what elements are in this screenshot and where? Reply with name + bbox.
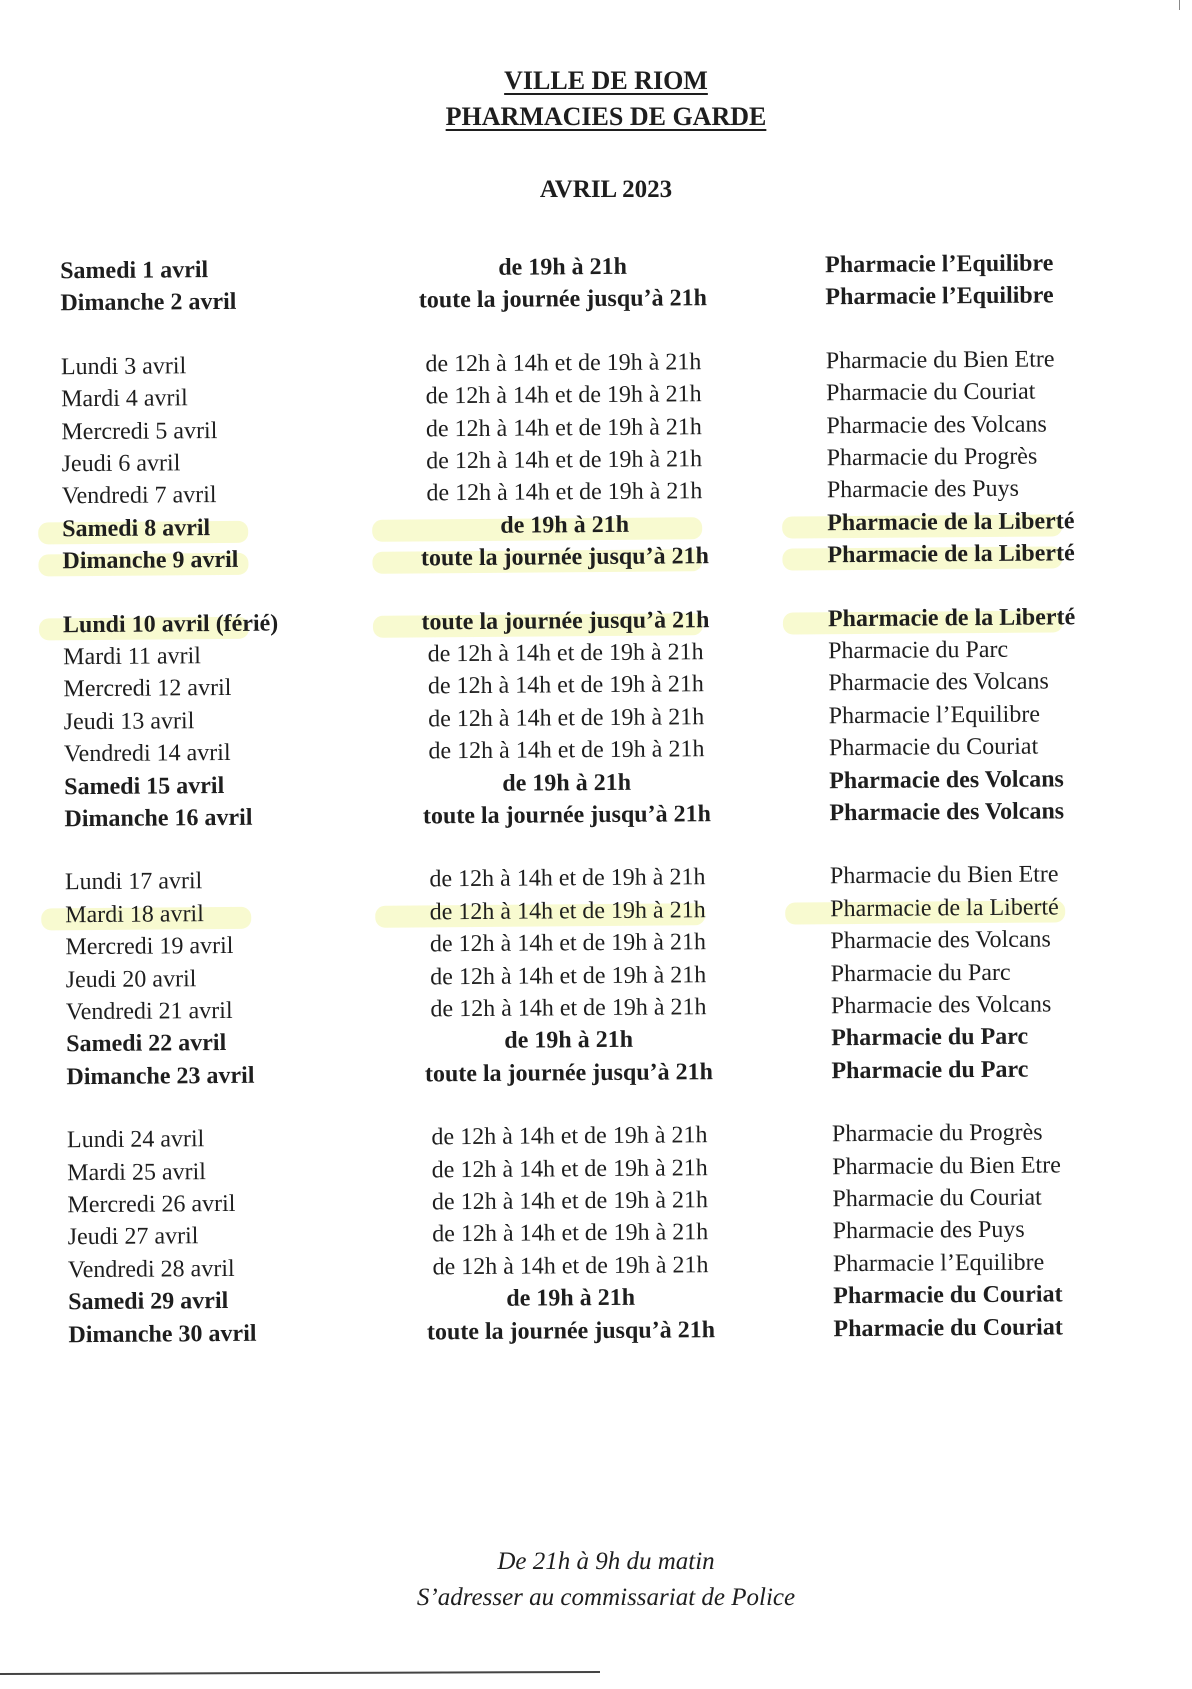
schedule-pharmacy: Pharmacie du Parc <box>828 636 1009 665</box>
footer-police-note: S’adresser au commissariat de Police <box>416 1584 796 1611</box>
schedule-hours: de 12h à 14h et de 19h à 21h <box>431 1187 709 1216</box>
schedule-day: Samedi 15 avril <box>64 772 225 800</box>
schedule-hours: toute la journée jusqu’à 21h <box>420 543 710 572</box>
schedule-pharmacy: Pharmacie du Progrès <box>831 1119 1043 1148</box>
schedule-hours: de 12h à 14h et de 19h à 21h <box>429 864 706 893</box>
document-title: VILLE DE RIOM <box>504 66 708 95</box>
schedule-day: Jeudi 6 avril <box>61 450 181 478</box>
schedule-hours: toute la journée jusqu’à 21h <box>422 801 712 830</box>
schedule-hours: toute la journée jusqu’à 21h <box>421 606 710 636</box>
schedule-day: Mardi 11 avril <box>63 643 202 671</box>
schedule-hours: toute la journée jusqu’à 21h <box>418 285 707 314</box>
schedule-hours: toute la journée jusqu’à 21h <box>424 1058 714 1088</box>
schedule-pharmacy: Pharmacie du Couriat <box>826 378 1036 407</box>
schedule-day: Mardi 4 avril <box>61 385 188 413</box>
schedule-pharmacy: Pharmacie des Volcans <box>828 668 1049 697</box>
schedule-day: Mercredi 19 avril <box>65 933 234 961</box>
schedule-pharmacy: Pharmacie des Puys <box>832 1217 1025 1245</box>
schedule-day: Samedi 29 avril <box>68 1288 229 1316</box>
month-heading: AVRIL 2023 <box>539 176 673 203</box>
schedule-day: Jeudi 20 avril <box>65 965 197 993</box>
footer-night-hours: De 21h à 9h du matin <box>497 1548 715 1575</box>
schedule-hours: de 12h à 14h et de 19h à 21h <box>432 1251 709 1281</box>
schedule-day: Samedi 8 avril <box>62 514 211 543</box>
schedule-pharmacy: Pharmacie du Bien Etre <box>829 861 1059 890</box>
schedule-hours: de 12h à 14h et de 19h à 21h <box>432 1219 709 1248</box>
schedule-pharmacy: Pharmacie du Parc <box>831 1024 1029 1052</box>
schedule-pharmacy: Pharmacie du Couriat <box>833 1313 1063 1342</box>
schedule-hours: de 12h à 14h et de 19h à 21h <box>430 961 707 990</box>
schedule-pharmacy: Pharmacie des Volcans <box>829 765 1064 794</box>
schedule-pharmacy: Pharmacie des Volcans <box>830 991 1052 1020</box>
schedule-day: Lundi 17 avril <box>64 868 203 896</box>
schedule-day: Dimanche 2 avril <box>60 289 237 317</box>
schedule-hours: de 12h à 14h et de 19h à 21h <box>428 736 705 765</box>
schedule-hours: de 12h à 14h et de 19h à 21h <box>425 349 702 378</box>
schedule-day: Mercredi 26 avril <box>67 1190 236 1219</box>
schedule-hours: de 19h à 21h <box>504 1027 634 1055</box>
document-subtitle: PHARMACIES DE GARDE <box>445 102 767 131</box>
schedule-hours: de 12h à 14h et de 19h à 21h <box>431 1154 708 1183</box>
schedule-pharmacy: Pharmacie du Parc <box>831 1056 1029 1085</box>
schedule-day: Dimanche 16 avril <box>64 804 253 833</box>
schedule-hours: de 12h à 14h et de 19h à 21h <box>428 703 705 733</box>
schedule-pharmacy: Pharmacie du Couriat <box>832 1184 1042 1213</box>
schedule-day: Dimanche 30 avril <box>68 1320 257 1348</box>
schedule-hours: toute la journée jusqu’à 21h <box>426 1316 716 1345</box>
schedule-pharmacy: Pharmacie du Couriat <box>828 733 1039 762</box>
schedule-hours: de 12h à 14h et de 19h à 21h <box>429 929 707 958</box>
schedule-pharmacy: Pharmacie du Progrès <box>826 443 1038 472</box>
schedule-day: Lundi 3 avril <box>60 353 187 381</box>
schedule-hours: de 12h à 14h et de 19h à 21h <box>429 896 706 926</box>
schedule-pharmacy: Pharmacie du Couriat <box>833 1281 1063 1310</box>
schedule-hours: de 12h à 14h et de 19h à 21h <box>426 478 703 507</box>
schedule-day: Mercredi 12 avril <box>63 675 232 703</box>
schedule-hours: de 12h à 14h et de 19h à 21h <box>430 994 707 1023</box>
schedule-day: Mercredi 5 avril <box>61 417 218 445</box>
schedule-pharmacy: Pharmacie du Bien Etre <box>825 346 1055 375</box>
schedule-day: Lundi 10 avril (férié) <box>62 610 279 638</box>
schedule-pharmacy: Pharmacie l’Equilibre <box>828 701 1041 730</box>
schedule-hours: de 12h à 14h et de 19h à 21h <box>426 446 703 475</box>
schedule-hours: de 12h à 14h et de 19h à 21h <box>425 413 702 442</box>
schedule-day: Lundi 24 avril <box>66 1126 205 1154</box>
schedule-day: Samedi 1 avril <box>60 257 209 285</box>
schedule-pharmacy: Pharmacie des Volcans <box>830 926 1051 955</box>
schedule-hours: de 19h à 21h <box>506 1284 636 1312</box>
schedule-day: Samedi 22 avril <box>66 1030 227 1058</box>
schedule-day: Vendredi 28 avril <box>67 1255 235 1284</box>
schedule-pharmacy: Pharmacie du Parc <box>830 959 1011 987</box>
schedule-hours: de 19h à 21h <box>498 253 628 281</box>
schedule-hours: de 12h à 14h et de 19h à 21h <box>427 639 704 668</box>
schedule-pharmacy: Pharmacie de la Liberté <box>830 894 1059 923</box>
schedule-day: Vendredi 14 avril <box>63 740 231 768</box>
schedule-day: Vendredi 21 avril <box>65 997 233 1026</box>
schedule-day: Dimanche 23 avril <box>66 1062 255 1091</box>
schedule-hours: de 12h à 14h et de 19h à 21h <box>425 381 702 410</box>
schedule-hours: de 12h à 14h et de 19h à 21h <box>431 1122 708 1151</box>
schedule-pharmacy: Pharmacie l’Equilibre <box>825 250 1054 279</box>
schedule-day: Mardi 25 avril <box>67 1158 206 1186</box>
schedule-hours: de 19h à 21h <box>500 511 630 539</box>
schedule-pharmacy: Pharmacie de la Liberté <box>827 508 1075 537</box>
schedule-hours: de 12h à 14h et de 19h à 21h <box>427 671 704 700</box>
schedule-pharmacy: Pharmacie des Volcans <box>829 798 1065 827</box>
schedule-day: Jeudi 13 avril <box>63 707 195 736</box>
schedule-pharmacy: Pharmacie l’Equilibre <box>832 1249 1045 1277</box>
schedule-day: Dimanche 9 avril <box>62 547 239 575</box>
schedule-hours: de 19h à 21h <box>502 769 632 797</box>
schedule-pharmacy: Pharmacie des Volcans <box>826 411 1047 439</box>
schedule-pharmacy: Pharmacie l’Equilibre <box>825 282 1054 311</box>
schedule-day: Mardi 18 avril <box>65 900 204 929</box>
schedule-day: Vendredi 7 avril <box>61 482 217 510</box>
schedule-day: Jeudi 27 avril <box>67 1223 199 1251</box>
schedule-pharmacy: Pharmacie des Puys <box>826 476 1019 504</box>
schedule-pharmacy: Pharmacie du Bien Etre <box>832 1152 1061 1180</box>
schedule-pharmacy: Pharmacie de la Liberté <box>827 603 1076 632</box>
schedule-pharmacy: Pharmacie de la Liberté <box>827 540 1075 569</box>
